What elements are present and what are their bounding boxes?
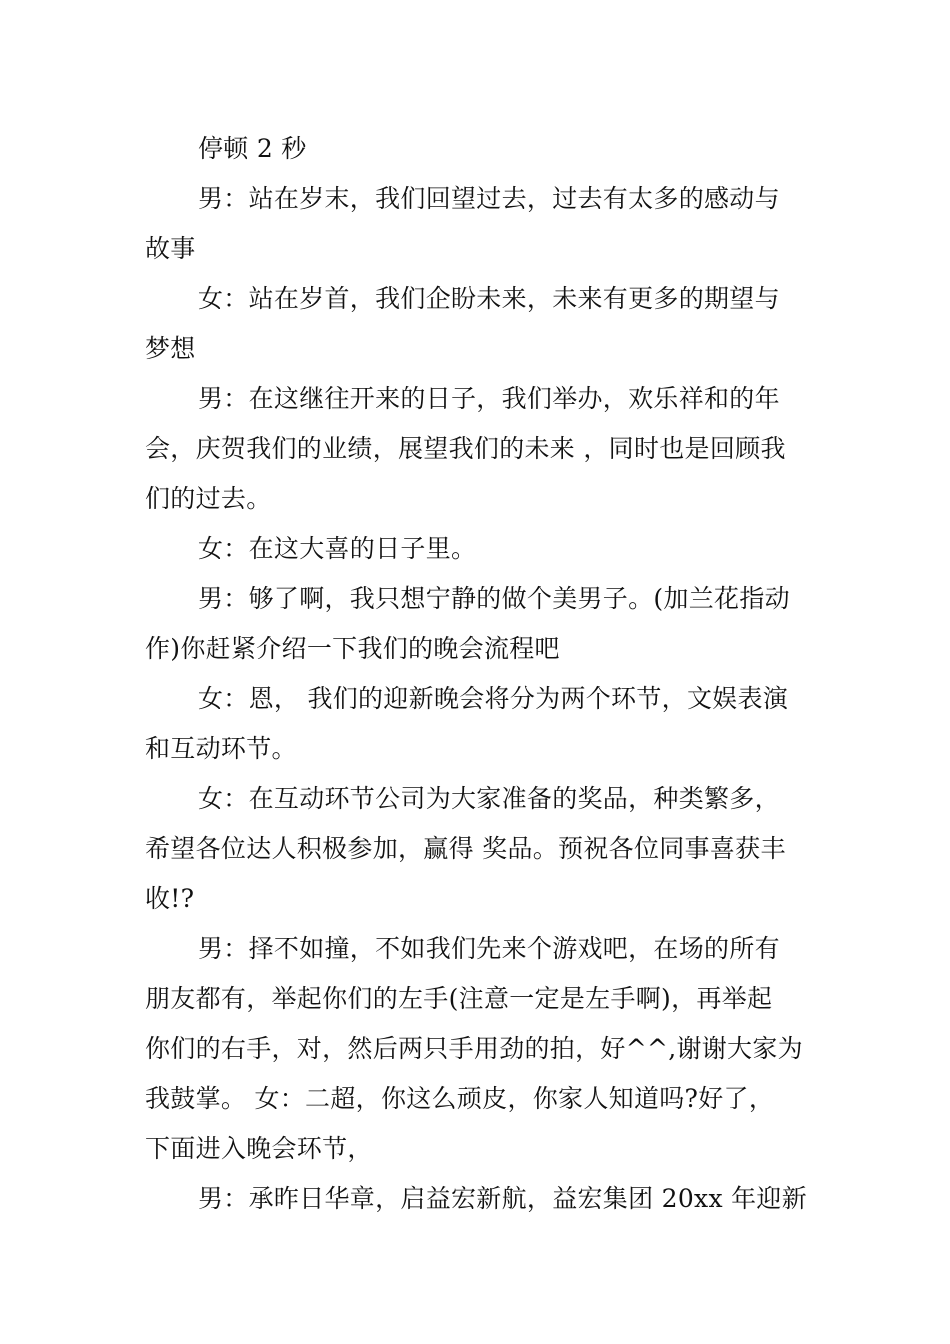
text-line: 男：够了啊，我只想宁静的做个美男子。(加兰花指动 (198, 584, 790, 613)
text-line: 女：在这大喜的日子里。 (198, 534, 477, 563)
text-line: 男：承昨日华章，启益宏新航，益宏集团 20xx 年迎新 (198, 1184, 808, 1213)
text-line: 我鼓掌。 女：二超，你这么顽皮，你家人知道吗?好了， (145, 1084, 775, 1113)
text-line: 梦想 (145, 334, 196, 363)
text-line: 和互动环节。 (145, 734, 297, 763)
text-line: 故事 (145, 234, 196, 263)
text-line: 希望各位达人积极参加，赢得 奖品。预祝各位同事喜获丰 (145, 834, 786, 863)
text-line: 男：择不如撞，不如我们先来个游戏吧，在场的所有 (198, 934, 780, 963)
text-line: 会，庆贺我们的业绩，展望我们的未来 ，同时也是回顾我 (145, 434, 786, 463)
text-line: 收!? (145, 884, 195, 913)
text-line: 女：站在岁首，我们企盼未来，未来有更多的期望与 (198, 284, 780, 313)
text-line: 下面进入晚会环节， (145, 1134, 373, 1163)
text-line: 女：恩， 我们的迎新晚会将分为两个环节，文娱表演 (198, 684, 789, 713)
text-line: 停顿 2 秒 (198, 134, 307, 163)
text-line: 们的过去。 (145, 484, 272, 513)
text-line: 你们的右手，对，然后两只手用劲的拍，好^^,谢谢大家为 (145, 1034, 803, 1063)
text-line: 女：在互动环节公司为大家准备的奖品，种类繁多， (198, 784, 780, 813)
text-line: 男：在这继往开来的日子，我们举办，欢乐祥和的年 (198, 384, 780, 413)
text-line: 男：站在岁末，我们回望过去，过去有太多的感动与 (198, 184, 780, 213)
text-line: 朋友都有，举起你们的左手(注意一定是左手啊)，再举起 (145, 984, 773, 1013)
text-line: 作)你赶紧介绍一下我们的晚会流程吧 (145, 634, 560, 663)
